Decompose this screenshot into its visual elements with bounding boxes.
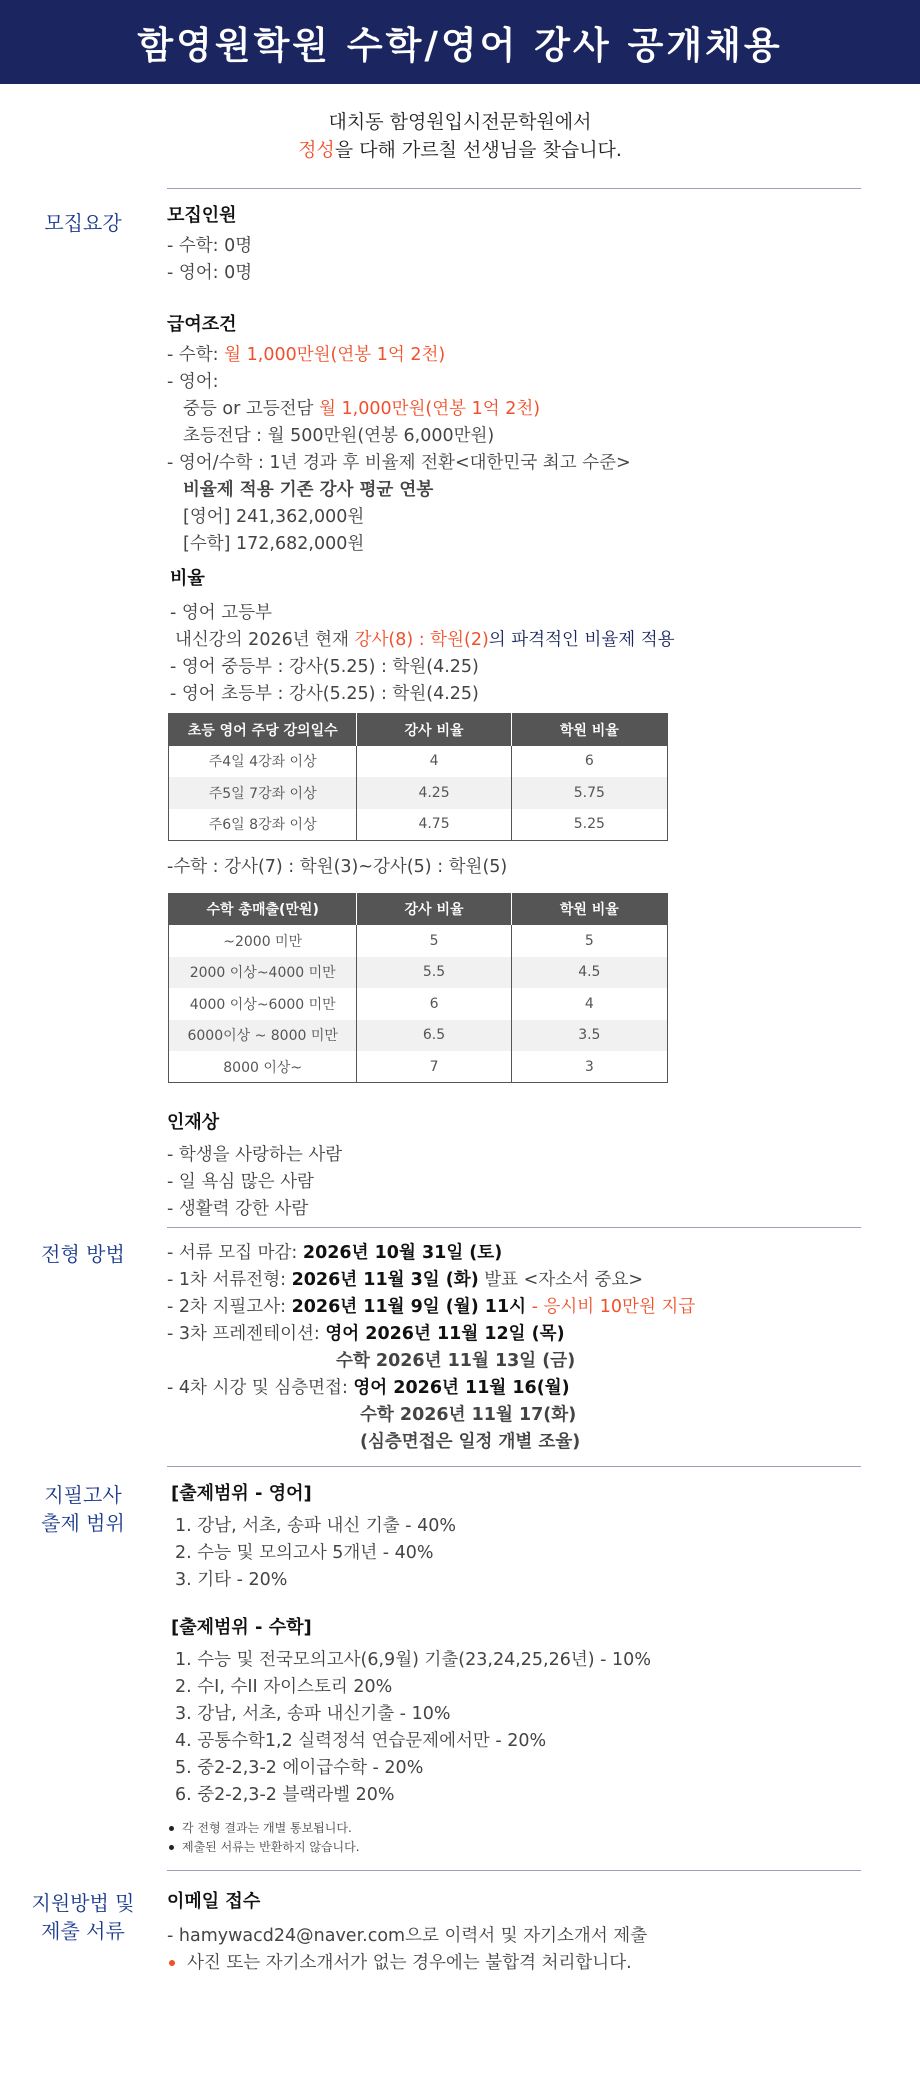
intro-highlight: 정성 bbox=[298, 139, 335, 161]
bullet-icon bbox=[169, 1826, 174, 1831]
divider bbox=[167, 1870, 861, 1871]
exam-math-title: [출제범위 - 수학] bbox=[171, 1617, 312, 1638]
exam-english-item: 2. 수능 및 모의고사 5개년 - 40% bbox=[175, 1543, 434, 1563]
table-cell: 5.5 bbox=[357, 957, 511, 989]
table-cell: 6 bbox=[511, 746, 667, 778]
salary-math: - 수학: 월 1,000만원(연봉 1억 2천) bbox=[167, 345, 446, 365]
page-title: 함영원학원 수학/영어 강사 공개채용 bbox=[137, 24, 783, 67]
table-header: 수학 총매출(만원) bbox=[169, 893, 357, 925]
intro-line-1: 대치동 함영원입시전문학원에서 bbox=[328, 111, 592, 133]
section-label-exam: 지필고사 출제 범위 bbox=[41, 1483, 125, 1535]
process-step-3: - 2차 지필고사: 2026년 11월 9일 (월) 11시 - 응시비 10만원 지급 bbox=[167, 1297, 696, 1317]
salary-english-elem: 초등전담 : 월 500만원(연봉 6,000만원) bbox=[183, 426, 495, 446]
table-cell: 4 bbox=[357, 746, 511, 778]
process-step-5: - 4차 시강 및 심층면접: 영어 2026년 11월 16(월) bbox=[167, 1378, 570, 1398]
process-step-2: - 1차 서류전형: 2026년 11월 3일 (화) 발표 <자소서 중요> bbox=[167, 1270, 644, 1290]
table-header-row bbox=[169, 714, 668, 746]
table-header: 학원 비율 bbox=[511, 714, 667, 746]
talent-item: - 일 욕심 많은 사람 bbox=[167, 1172, 314, 1192]
avg-salary-title: 비율제 적용 기존 강사 평균 연봉 bbox=[183, 480, 434, 500]
ratio-math: -수학 : 강사(7) : 학원(3)~강사(5) : 학원(5) bbox=[167, 856, 508, 877]
exam-math-item: 6. 중2-2,3-2 블랙라벨 20% bbox=[175, 1785, 395, 1805]
table-row bbox=[169, 777, 668, 809]
table-row bbox=[169, 809, 668, 841]
intro-text bbox=[0, 84, 920, 164]
table-row bbox=[169, 1051, 668, 1083]
exam-note: 제출된 서류는 반환하지 않습니다. bbox=[167, 1838, 867, 1857]
exam-english-item: 3. 기타 - 20% bbox=[175, 1570, 288, 1590]
section-label-recruit: 모집요강 bbox=[44, 211, 122, 235]
warning-bullet-icon bbox=[169, 1960, 175, 1966]
table-cell: 5 bbox=[511, 925, 667, 957]
table-row bbox=[169, 988, 668, 1020]
table-cell: ~2000 미만 bbox=[223, 933, 303, 950]
table-cell: 5 bbox=[357, 925, 511, 957]
table-cell: 6.5 bbox=[357, 1020, 511, 1052]
talent-item: - 생활력 강한 사람 bbox=[167, 1199, 309, 1219]
apply-title: 이메일 접수 bbox=[167, 1891, 261, 1912]
table-cell: 4.25 bbox=[357, 777, 511, 809]
table-cell: 주6일 8강좌 이상 bbox=[208, 817, 317, 833]
table-row bbox=[169, 1020, 668, 1052]
table-cell: 8000 이상~ bbox=[223, 1059, 303, 1076]
ratio-high: - 영어 고등부 bbox=[170, 603, 272, 623]
apply-email-line: - hamywacd24@naver.com으로 이력서 및 자기소개서 제출 bbox=[167, 1926, 648, 1946]
exam-english-item: 1. 강남, 서초, 송파 내신 기출 - 40% bbox=[175, 1516, 457, 1536]
ratio-high-detail: 내신강의 2026년 현재 강사(8) : 학원(2)의 파격적인 비율제 적용 bbox=[175, 630, 675, 650]
process-step-4: - 3차 프레젠테이션: 영어 2026년 11월 12일 (목) bbox=[167, 1324, 565, 1344]
divider bbox=[167, 1466, 861, 1467]
process-step-4-math: 수학 2026년 11월 13일 (금) bbox=[336, 1351, 576, 1371]
table-cell: 6 bbox=[357, 988, 511, 1020]
table-cell: 4.75 bbox=[357, 809, 511, 841]
apply-warning: 사진 또는 자기소개서가 없는 경우에는 불합격 처리합니다. bbox=[167, 1950, 867, 1977]
intro-line-2 bbox=[0, 136, 920, 164]
table-header-row bbox=[169, 893, 668, 925]
apply-section bbox=[0, 1889, 920, 1977]
table-row bbox=[169, 746, 668, 778]
exam-note: 각 전형 결과는 개별 통보됩니다. bbox=[167, 1819, 867, 1838]
recruit-section bbox=[0, 203, 920, 1223]
table-cell: 3.5 bbox=[511, 1020, 667, 1052]
process-step-5-math: 수학 2026년 11월 17(화) bbox=[360, 1405, 577, 1425]
table-cell: 4.5 bbox=[511, 957, 667, 989]
table-cell: 주4일 4강좌 이상 bbox=[208, 754, 317, 771]
table-header: 강사 비율 bbox=[357, 714, 511, 746]
exam-section bbox=[0, 1481, 920, 1857]
exam-math-item: 5. 중2-2,3-2 에이급수학 - 20% bbox=[175, 1758, 424, 1778]
table-cell: 2000 이상~4000 미만 bbox=[169, 957, 357, 989]
table-cell: 4000 이상~6000 미만 bbox=[189, 996, 336, 1013]
exam-math-item: 2. 수I, 수II 자이스토리 20% bbox=[175, 1677, 393, 1697]
intro-line-2-rest: 을 다해 가르칠 선생님을 찾습니다. bbox=[334, 139, 622, 161]
exam-english-title: [출제범위 - 영어] bbox=[171, 1483, 312, 1504]
section-label-apply: 지원방법 및 제출 서류 bbox=[31, 1891, 135, 1943]
exam-math-item: 3. 강남, 서초, 송파 내신기출 - 10% bbox=[175, 1704, 451, 1724]
section-label-process: 전형 방법 bbox=[41, 1242, 125, 1266]
salary-english-mid-high: 중등 or 고등전담 월 1,000만원(연봉 1억 2천) bbox=[183, 399, 541, 419]
math-ratio-table bbox=[168, 893, 668, 1084]
table-cell: 주5일 7강좌 이상 bbox=[169, 777, 357, 809]
table-header: 초등 영어 주당 강의일수 bbox=[169, 714, 357, 746]
ratio-elem: - 영어 초등부 : 강사(5.25) : 학원(4.25) bbox=[170, 684, 479, 704]
exam-math-item: 1. 수능 및 전국모의고사(6,9월) 기출(23,24,25,26년) - 10% bbox=[175, 1650, 651, 1670]
table-row bbox=[169, 957, 668, 989]
process-step-5-note: (심층면접은 일정 개별 조율) bbox=[360, 1432, 581, 1452]
english-ratio-table bbox=[168, 713, 668, 841]
salary-english: - 영어: bbox=[167, 372, 219, 392]
avg-salary-english: [영어] 241,362,000원 bbox=[183, 507, 365, 527]
bullet-icon bbox=[169, 1845, 174, 1850]
avg-salary-math: [수학] 172,682,000원 bbox=[183, 534, 365, 554]
table-header: 학원 비율 bbox=[511, 893, 667, 925]
table-cell: 7 bbox=[357, 1051, 511, 1083]
salary-transition: - 영어/수학 : 1년 경과 후 비율제 전환<대한민국 최고 수준> bbox=[167, 453, 631, 473]
salary-title: 급여조건 bbox=[167, 314, 237, 335]
exam-math-item: 4. 공통수학1,2 실력정석 연습문제에서만 - 20% bbox=[175, 1731, 547, 1751]
divider bbox=[167, 1227, 861, 1228]
process-step-1: - 서류 모집 마감: 2026년 10월 31일 (토) bbox=[167, 1243, 503, 1263]
table-cell: 3 bbox=[511, 1051, 667, 1083]
table-row bbox=[169, 925, 668, 957]
headcount-title: 모집인원 bbox=[167, 205, 237, 226]
table-cell: 5.75 bbox=[511, 777, 667, 809]
talent-title: 인재상 bbox=[167, 1112, 220, 1133]
table-cell: 5.25 bbox=[511, 809, 667, 841]
header-banner bbox=[0, 0, 920, 84]
talent-item: - 학생을 사랑하는 사람 bbox=[167, 1145, 343, 1165]
table-cell: 6000이상 ~ 8000 미만 bbox=[169, 1020, 357, 1052]
headcount-english: - 영어: 0명 bbox=[167, 263, 253, 283]
ratio-title: 비율 bbox=[170, 568, 205, 589]
ratio-middle: - 영어 중등부 : 강사(5.25) : 학원(4.25) bbox=[170, 657, 479, 677]
table-header: 강사 비율 bbox=[357, 893, 511, 925]
process-section bbox=[0, 1240, 920, 1456]
table-cell: 4 bbox=[511, 988, 667, 1020]
divider bbox=[167, 188, 861, 189]
headcount-math: - 수학: 0명 bbox=[167, 236, 253, 256]
